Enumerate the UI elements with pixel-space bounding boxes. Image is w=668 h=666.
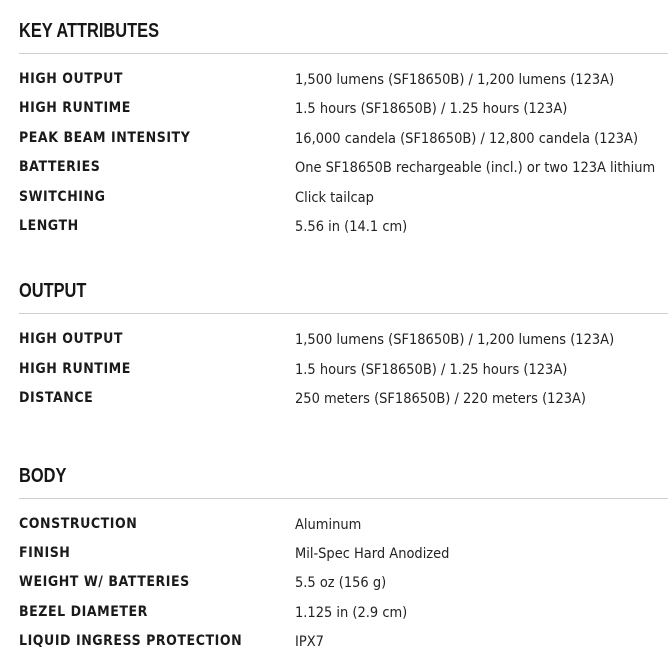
spec-value: 1,500 lumens (SF18650B) / 1,200 lumens (123A): [295, 332, 615, 349]
spec-label: BEZEL DIAMETER: [19, 603, 148, 620]
spec-label: LENGTH: [19, 217, 79, 234]
spec-value: 1.125 in (2.9 cm): [295, 604, 408, 621]
spec-label: FINISH: [19, 544, 71, 561]
spec-label: HIGH OUTPUT: [19, 71, 124, 87]
spec-label: BATTERIES: [19, 159, 101, 176]
spec-value: Mil-Spec Hard Anodized: [295, 545, 450, 562]
spec-value: One SF18650B rechargeable (incl.) or two 123A lithium: [295, 160, 656, 177]
spec-sheet: [19, 0, 668, 662]
section-title: OUTPUT: [19, 280, 87, 303]
spec-row-switching: [19, 189, 668, 218]
spec-label: CONSTRUCTION: [19, 515, 138, 532]
section-body: [19, 451, 668, 663]
spec-row-high-output: [19, 71, 668, 100]
spec-value: 1.5 hours (SF18650B) / 1.25 hours (123A): [295, 101, 568, 118]
spec-label: DISTANCE: [19, 390, 94, 407]
spec-row-weight: [19, 574, 668, 603]
spec-value: 5.56 in (14.1 cm): [295, 218, 408, 235]
spec-value: Aluminum: [295, 516, 362, 533]
section-header: [19, 451, 668, 499]
spec-row-high-output: [19, 331, 668, 360]
spec-row-length: [19, 218, 668, 247]
section-title: BODY: [19, 464, 67, 487]
spec-row-bezel-diameter: [19, 604, 668, 633]
spec-value: 1,500 lumens (SF18650B) / 1,200 lumens (123A): [295, 72, 615, 88]
spec-row-distance: [19, 390, 668, 419]
spec-label: HIGH RUNTIME: [19, 360, 131, 377]
spec-row-peak-beam-intensity: [19, 130, 668, 159]
section-header: [19, 266, 668, 314]
spec-row-high-runtime: [19, 100, 668, 129]
spec-label: WEIGHT W/ BATTERIES: [19, 574, 190, 591]
spec-row-liquid-ingress-protection: [19, 633, 668, 662]
section-title: KEY ATTRIBUTES: [19, 20, 160, 42]
spec-row-high-runtime: [19, 361, 668, 390]
spec-value: 250 meters (SF18650B) / 220 meters (123A): [295, 391, 587, 408]
spec-list: [19, 499, 668, 663]
section-key-attributes: [19, 0, 668, 247]
spec-label: PEAK BEAM INTENSITY: [19, 129, 191, 146]
spec-value: 1.5 hours (SF18650B) / 1.25 hours (123A): [295, 361, 568, 378]
spec-label: SWITCHING: [19, 188, 106, 205]
spec-value: 16,000 candela (SF18650B) / 12,800 candela (123A): [295, 130, 639, 147]
spec-value: IPX7: [295, 634, 324, 651]
spec-value: Click tailcap: [295, 189, 374, 206]
spec-value: 5.5 oz (156 g): [295, 575, 387, 592]
spec-row-finish: [19, 545, 668, 574]
spec-list: [19, 54, 668, 247]
spec-list: [19, 314, 668, 419]
spec-label: HIGH RUNTIME: [19, 100, 131, 117]
section-output: [19, 266, 668, 419]
spec-row-batteries: [19, 159, 668, 188]
spec-label: HIGH OUTPUT: [19, 331, 124, 348]
section-header: [19, 0, 668, 54]
spec-label: LIQUID INGRESS PROTECTION: [19, 633, 243, 650]
spec-row-construction: [19, 516, 668, 545]
